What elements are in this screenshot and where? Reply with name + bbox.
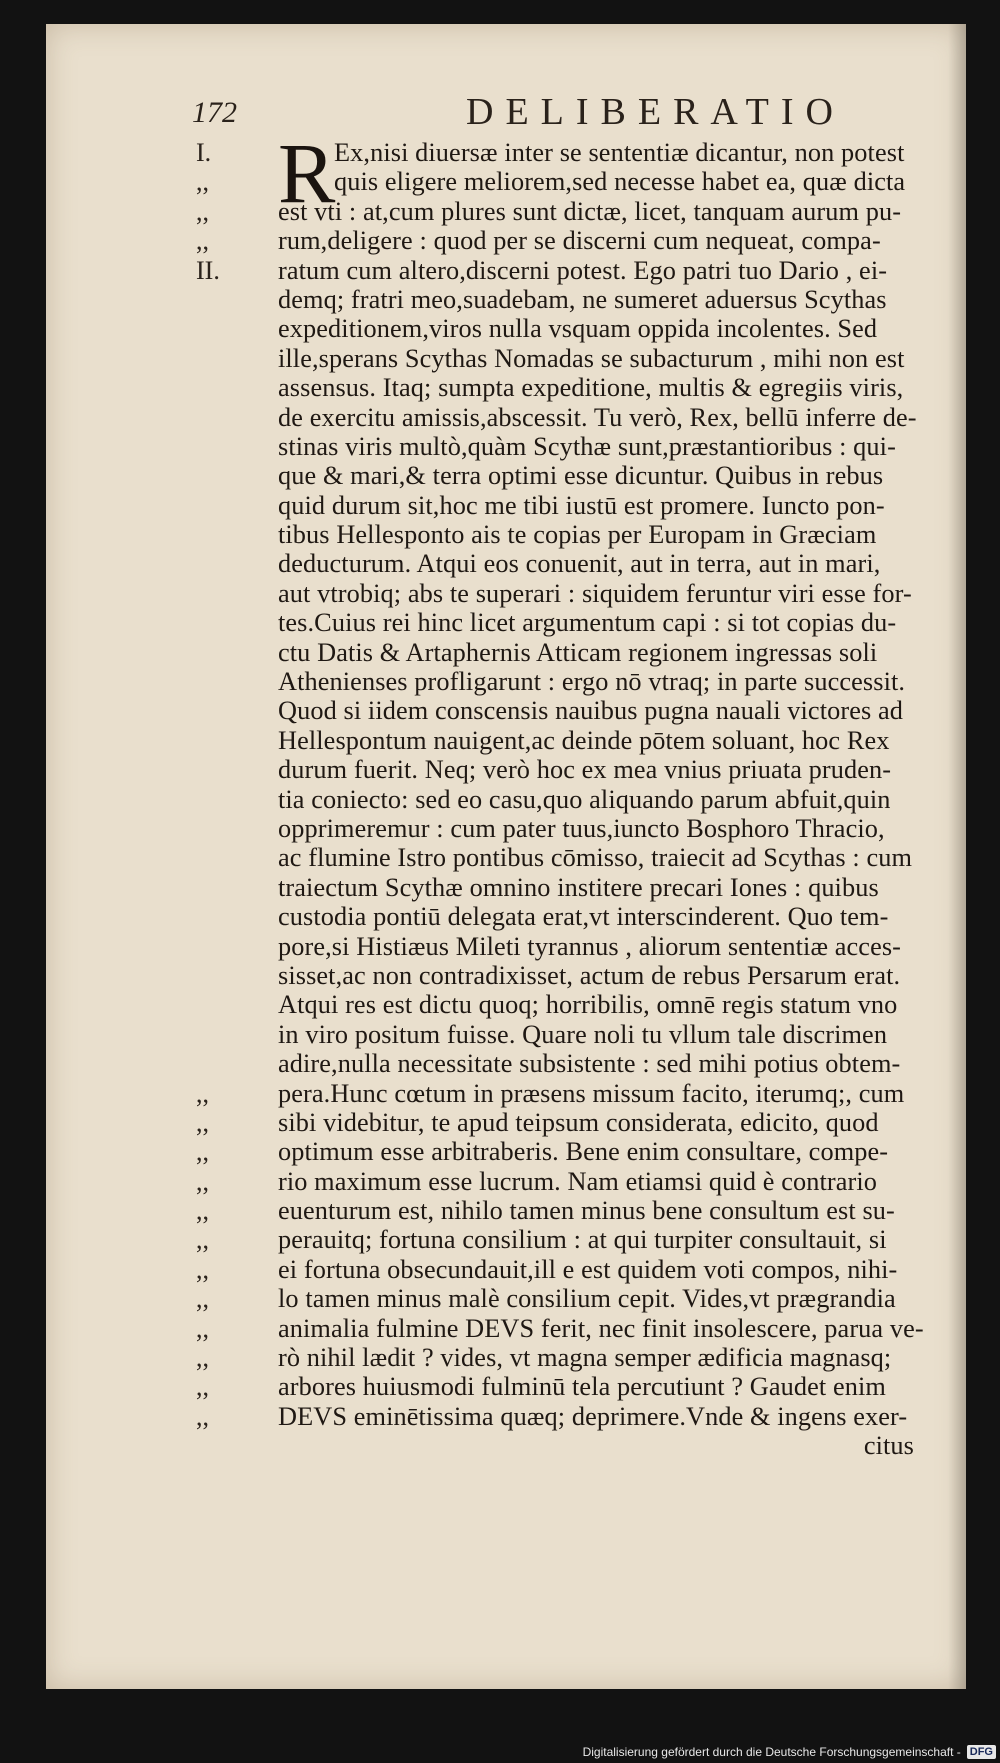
line-text: Athenienses profligarunt : ergo nō vtraq; in parte successit. <box>278 667 906 697</box>
text-line <box>46 1343 966 1372</box>
marginal-note: ,, <box>196 167 209 197</box>
line-text: opprimeremur : cum pater tuus,iuncto Bosphoro Thracio, <box>278 813 885 843</box>
line-text: perauitq; fortuna consilium : at qui turpiter consultauit, si <box>278 1225 887 1255</box>
text-line <box>46 314 966 343</box>
marginal-note: ,, <box>196 1196 209 1226</box>
text-line <box>46 873 966 902</box>
marginal-note: I. <box>196 138 212 167</box>
line-text: rò nihil lædit ? vides, vt magna semper ædificia magnasq; <box>278 1343 892 1373</box>
text-line <box>46 432 966 461</box>
line-text: est vti : at,cum plures sunt dictæ, licet, tanquam aurum pu- <box>278 196 902 226</box>
line-text: ctu Datis & Artaphernis Atticam regionem ingressas soli <box>278 637 878 667</box>
line-text: tes.Cuius rei hinc licet argumentum capi : si tot copias du- <box>278 608 897 638</box>
text-line <box>46 1284 966 1313</box>
footer-credit <box>583 1741 1000 1763</box>
text-line <box>46 1108 966 1137</box>
marginal-note: ,, <box>196 1137 209 1167</box>
text-line <box>46 696 966 725</box>
line-text: assensus. Itaq; sumpta expeditione, multis & egregiis viris, <box>278 373 904 403</box>
text-line <box>46 1167 966 1196</box>
text-line <box>46 226 966 255</box>
marginal-note: ,, <box>196 1284 209 1314</box>
drop-capital: R <box>278 125 336 221</box>
line-text: traiectum Scythæ omnino institere precari Iones : quibus <box>278 872 879 902</box>
marginal-note: ,, <box>196 196 209 226</box>
line-text: in viro positum fuisse. Quare noli tu vllum tale discrimen <box>278 1019 888 1049</box>
text-line <box>46 285 966 314</box>
text-line <box>46 1372 966 1401</box>
line-text: sibi videbitur, te apud teipsum considerata, edicito, quod <box>278 1107 879 1137</box>
footer-text: Digitalisierung gefördert durch die Deutsche Forschungsgemeinschaft - <box>582 1745 961 1759</box>
text-line <box>46 403 966 432</box>
text-line <box>46 256 966 285</box>
line-text: sisset,ac non contradixisset, actum de rebus Persarum erat. <box>278 960 901 990</box>
page-number: 172 <box>192 96 237 129</box>
marginal-note: II. <box>196 255 220 285</box>
text-line <box>46 785 966 814</box>
text-line <box>46 373 966 402</box>
line-text: lo tamen minus malè consilium cepit. Vides,vt prægrandia <box>278 1284 896 1314</box>
text-line <box>46 491 966 520</box>
book-page <box>46 24 966 1689</box>
line-text: animalia fulmine DEVS ferit, nec finit insolescere, parua ve- <box>278 1313 924 1343</box>
catchword: citus <box>863 1431 914 1461</box>
text-line <box>46 1402 966 1431</box>
line-text: durum fuerit. Neq; verò hoc ex mea vnius priuata pruden- <box>278 755 892 785</box>
line-text: euenturum est, nihilo tamen minus bene consultum est su- <box>278 1196 895 1226</box>
line-text: tia coniecto: sed eo casu,quo aliquando parum abfuit,quin <box>278 784 891 814</box>
text-line <box>46 932 966 961</box>
catchword-line <box>46 1431 966 1460</box>
marginal-note: ,, <box>196 1401 209 1431</box>
line-text: expeditionem,viros nulla vsquam oppida incolentes. Sed <box>278 314 878 344</box>
line-text: Ex,nisi diuersæ inter se sententiæ dicantur, non potest <box>334 138 905 167</box>
line-text: rio maximum esse lucrum. Nam etiamsi quid è contrario <box>278 1166 878 1196</box>
line-text: DEVS eminētissima quæq; deprimere.Vnde & ingens exer- <box>278 1401 908 1431</box>
line-text: quid durum sit,hoc me tibi iustū est promere. Iuncto pon- <box>278 490 885 520</box>
text-line <box>46 461 966 490</box>
text-line <box>46 667 966 696</box>
text-line <box>46 755 966 784</box>
line-text: deducturum. Atqui eos conuenit, aut in terra, aut in mari, <box>278 549 881 579</box>
text-line <box>46 197 966 226</box>
line-text: demq; fratri meo,suadebam, ne sumeret aduersus Scythas <box>278 284 887 314</box>
marginal-note: ,, <box>196 1078 209 1108</box>
text-block <box>46 125 966 1461</box>
line-text: adire,nulla necessitate subsistente : sed mihi potius obtem- <box>278 1049 901 1079</box>
line-text: arbores huiusmodi fulminū tela percutiunt ? Gaudet enim <box>278 1372 886 1402</box>
text-line <box>46 167 966 196</box>
marginal-note: ,, <box>196 226 209 256</box>
line-text: de exercitu amissis,abscessit. Tu verò, Rex, bellū inferre de- <box>278 402 917 432</box>
line-text: pera.Hunc cœtum in præsens missum facito, iterumq;, cum <box>278 1078 905 1108</box>
text-line <box>46 726 966 755</box>
text-line <box>46 1255 966 1284</box>
line-text: quis eligere meliorem,sed necesse habet ea, quæ dicta <box>334 167 906 197</box>
line-text: ei fortuna obsecundauit,ill e est quidem voti compos, nihi- <box>278 1254 898 1284</box>
line-text: custodia pontiū delegata erat,vt interscinderent. Quo tem- <box>278 902 889 932</box>
text-line <box>46 638 966 667</box>
text-line <box>46 1020 966 1049</box>
text-line <box>46 520 966 549</box>
line-text: ratum cum altero,discerni potest. Ego patri tuo Dario , ei- <box>278 255 888 285</box>
text-line <box>46 1225 966 1254</box>
line-text: aut vtrobiq; abs te superari : siquidem feruntur viri esse for- <box>278 578 912 608</box>
line-text: ac flumine Istro pontibus cōmisso, traiecit ad Scythas : cum <box>278 843 913 873</box>
line-text: tibus Hellesponto ais te copias per Europam in Græciam <box>278 520 877 550</box>
text-line <box>46 843 966 872</box>
text-line <box>46 344 966 373</box>
text-line <box>46 961 966 990</box>
text-line <box>46 138 966 167</box>
line-text: stinas viris multò,quàm Scythæ sunt,præstantioribus : qui- <box>278 431 896 461</box>
text-line <box>46 579 966 608</box>
running-head: DELIBERATIO <box>466 91 845 133</box>
line-text: Hellespontum nauigent,ac deinde pōtem soluant, hoc Rex <box>278 725 890 755</box>
text-line <box>46 549 966 578</box>
line-text: pore,si Histiæus Mileti tyrannus , aliorum sententiæ acces- <box>278 931 902 961</box>
text-line <box>46 608 966 637</box>
line-text: optimum esse arbitraberis. Bene enim consultare, compe- <box>278 1137 889 1167</box>
text-line <box>46 814 966 843</box>
text-line <box>46 1314 966 1343</box>
line-text: rum,deligere : quod per se discerni cum nequeat, compa- <box>278 226 881 256</box>
text-line <box>46 1137 966 1166</box>
line-text: Atqui res est dictu quoq; horribilis, omnē regis statum vno <box>278 990 898 1020</box>
line-text: que & mari,& terra optimi esse dicuntur. Quibus in rebus <box>278 461 884 491</box>
text-line <box>46 1049 966 1078</box>
text-line <box>46 1079 966 1108</box>
marginal-note: ,, <box>196 1313 209 1343</box>
dfg-logo: DFG <box>967 1745 996 1759</box>
marginal-note: ,, <box>196 1372 209 1402</box>
text-line <box>46 902 966 931</box>
text-line <box>46 1196 966 1225</box>
line-text: Quod si iidem conscensis nauibus pugna nauali victores ad <box>278 696 904 726</box>
line-text: ille,sperans Scythas Nomadas se subacturum , mihi non est <box>278 343 905 373</box>
marginal-note: ,, <box>196 1107 209 1137</box>
marginal-note: ,, <box>196 1254 209 1284</box>
marginal-note: ,, <box>196 1225 209 1255</box>
text-line <box>46 990 966 1019</box>
marginal-note: ,, <box>196 1166 209 1196</box>
marginal-note: ,, <box>196 1343 209 1373</box>
